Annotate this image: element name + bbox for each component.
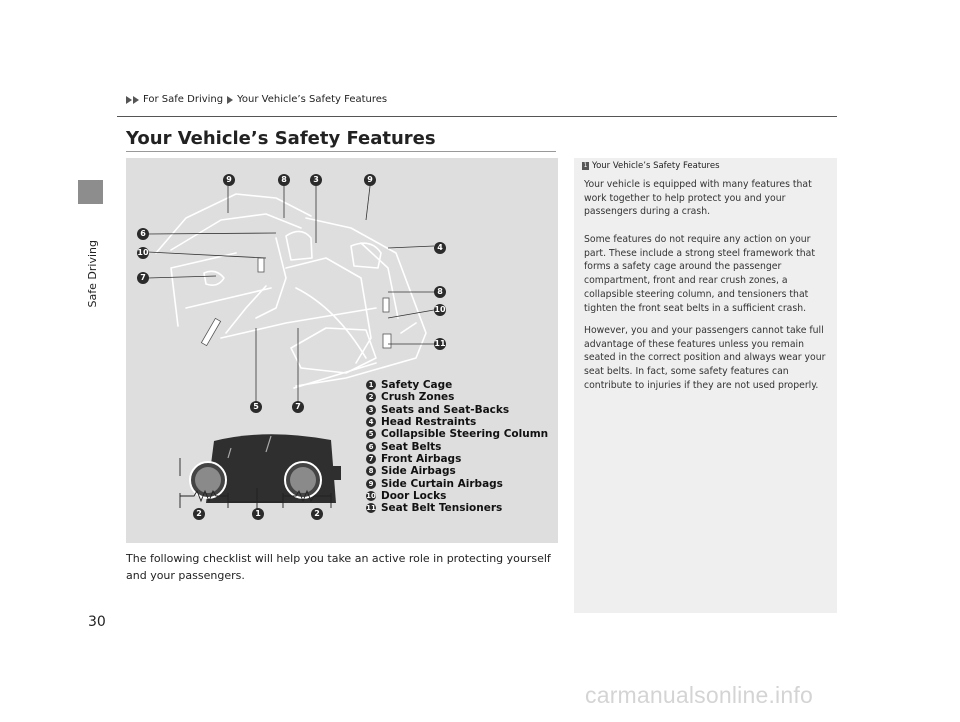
breadcrumb-arrow-icon [227,96,233,104]
legend-label: Side Curtain Airbags [381,477,503,490]
note-paragraph: Some features do not require any action on your part. These include a strong steel framework that forms a safety cage around the passenger compartment, front and rear crush zones, a collapsible steering column, and tensioners that tighten the front seat belts in a sufficient crash. [584,234,815,314]
safety-features-figure [126,158,558,543]
legend-label: Seat Belts [381,440,442,453]
legend-label: Door Locks [381,489,447,502]
callout-7: 7 [292,401,304,413]
legend-number: 8 [366,466,376,476]
section-side-label: Safe Driving [86,240,99,308]
legend-number: 3 [366,405,376,415]
legend-label: Collapsible Steering Column [381,428,549,441]
legend-number: 5 [366,429,376,439]
breadcrumb-arrow-icon [133,96,139,104]
note-heading-text: Your Vehicle’s Safety Features [592,161,720,171]
legend-item [366,453,548,465]
legend-item [366,391,548,403]
header-rule [117,116,837,117]
note-reference-icon: 1 [583,162,588,169]
legend-number: 2 [366,392,376,402]
legend-label: Crush Zones [381,391,455,404]
legend-number: 1 [366,380,376,390]
legend-label: Safety Cage [381,379,453,392]
callout-9: 9 [364,174,376,186]
page-number: 30 [88,614,106,630]
callout-5: 5 [250,401,262,413]
legend-number: 4 [366,417,376,427]
sidebar-note [574,158,837,613]
legend-item [366,490,548,502]
callout-8: 8 [278,174,290,186]
legend-label: Head Restraints [381,416,477,429]
breadcrumb-item-current[interactable]: Your Vehicle’s Safety Features [237,94,388,105]
breadcrumb-arrow-icon [126,96,132,104]
legend-label: Seat Belt Tensioners [381,502,503,515]
callout-6: 6 [137,228,149,240]
legend-item [366,465,548,477]
callout-7: 7 [137,272,149,284]
legend-item [366,404,548,416]
note-heading [582,161,720,171]
legend-label: Front Airbags [381,452,462,465]
legend-item [366,416,548,428]
callout-11: 11 [434,339,446,348]
legend-label: Seats and Seat-Backs [381,403,510,416]
callout-8: 8 [434,286,446,298]
callout-4: 4 [434,242,446,254]
legend-item [366,379,548,391]
note-paragraph: Your vehicle is equipped with many features that work together to help protect you and your passengers during a crash. [584,179,812,218]
legend-number: 7 [366,454,376,464]
title-rule [126,151,556,152]
legend-number: 9 [366,479,376,489]
page-title: Your Vehicle’s Safety Features [126,128,436,149]
callout-3: 3 [310,174,322,186]
legend-item [366,502,548,514]
callout-10: 10 [434,305,446,314]
legend-label: Side Airbags [381,465,456,478]
legend-item [366,428,548,440]
callout-9: 9 [223,174,235,186]
figure-legend [366,379,548,514]
callout-10: 10 [137,248,149,257]
callout-2: 2 [193,508,205,520]
breadcrumb [126,94,387,105]
callout-1: 1 [252,508,264,520]
legend-item [366,440,548,452]
note-paragraph: However, you and your passengers cannot take full advantage of these features unless you remain seated in the correct position and always wear your seat belts. In fact, some safety features can contribute to injuries if they are not used properly. [584,325,826,391]
legend-item [366,477,548,489]
legend-number: 6 [366,442,376,452]
breadcrumb-item-safe-driving[interactable]: For Safe Driving [143,94,224,105]
body-paragraph: The following checklist will help you take an active role in protecting yourself and your passengers. [126,552,551,582]
legend-number: 11 [366,504,376,513]
callout-2: 2 [311,508,323,520]
watermark: carmanualsonline.info [585,682,813,708]
section-tab-marker [78,180,103,204]
legend-number: 10 [366,491,376,500]
